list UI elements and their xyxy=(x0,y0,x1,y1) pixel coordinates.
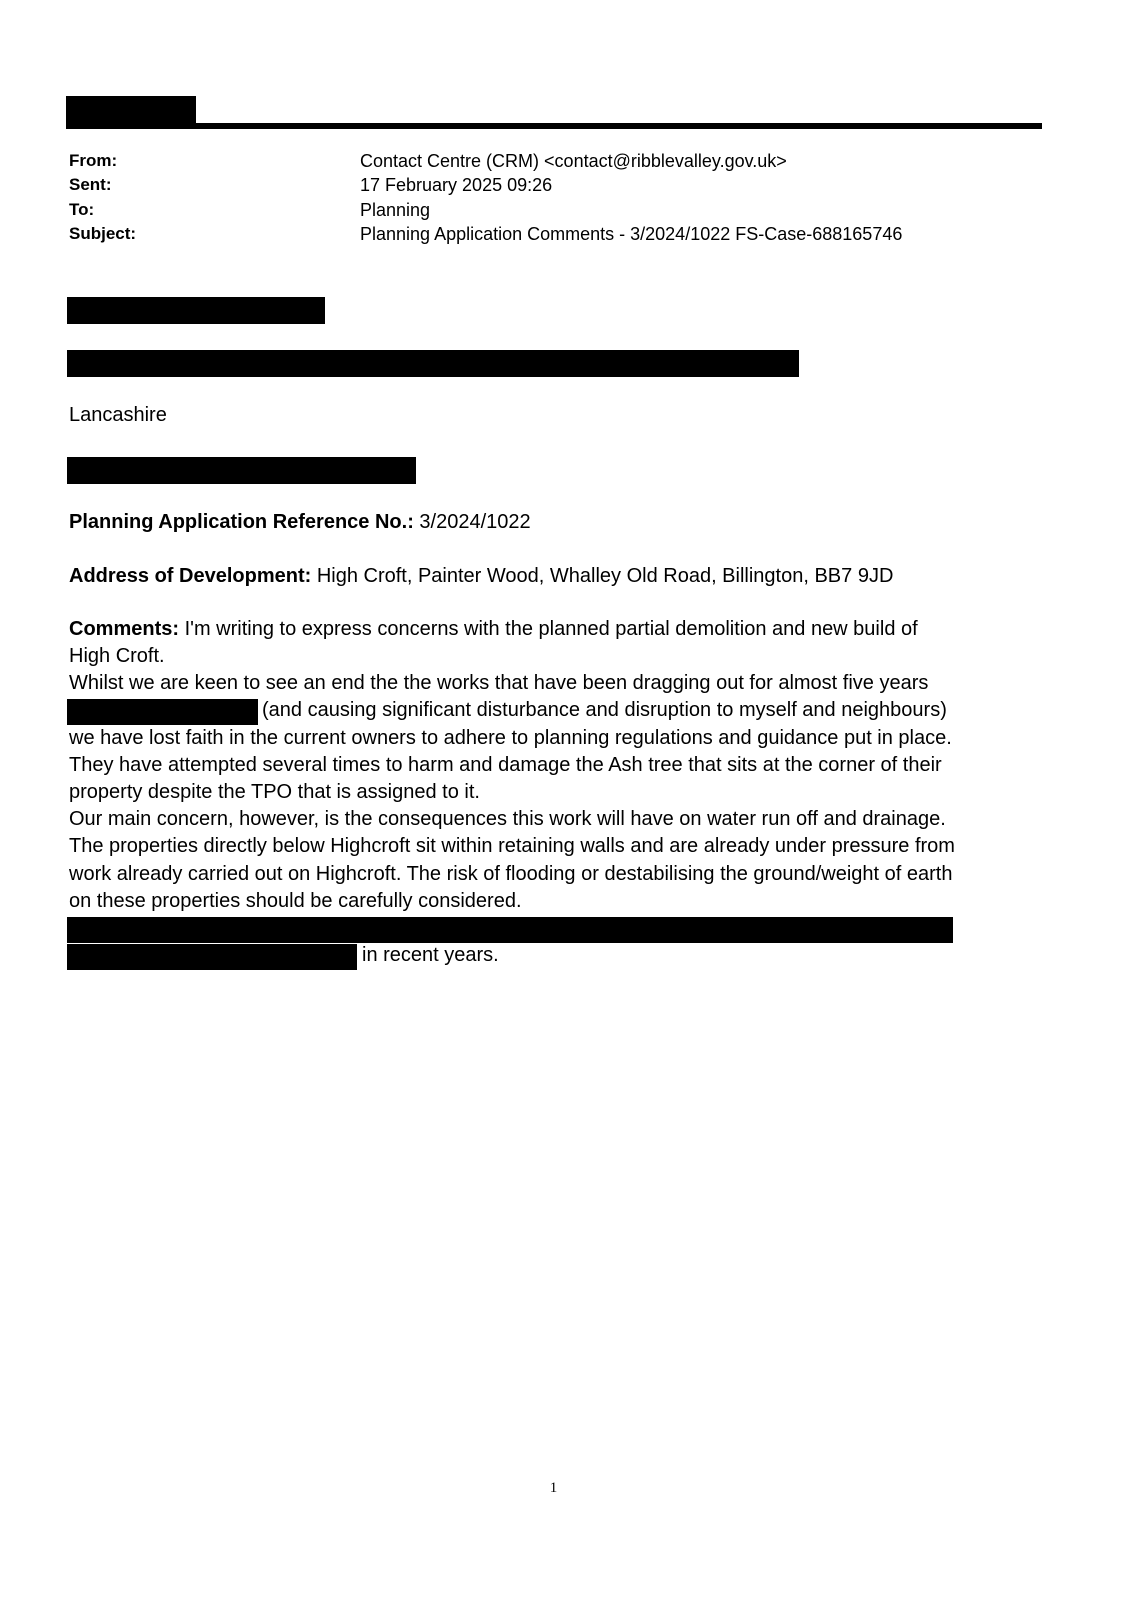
header-rule xyxy=(66,123,1042,129)
comments-label: Comments: xyxy=(69,618,180,640)
development-line xyxy=(69,563,893,589)
comments-line-8: Our main concern, however, is the consequences this work will have on water run off and drainage. xyxy=(69,808,946,830)
comments-line-7: property despite the TPO that is assigned to it. xyxy=(69,781,480,803)
comments-line-13: in recent years. xyxy=(362,944,499,966)
from-value: Contact Centre (CRM) <contact@ribblevalley.gov.uk> xyxy=(360,151,787,171)
to-value: Planning xyxy=(360,200,431,220)
comments-line-10: work already carried out on Highcroft. The risk of flooding or destabilising the ground/weight of earth xyxy=(69,863,953,885)
subject-label: Subject: xyxy=(69,224,137,243)
reference-line xyxy=(69,509,531,535)
comments-line-11: on these properties should be carefully considered. xyxy=(69,890,522,912)
comments-line-4: (and causing significant disturbance and disruption to myself and neighbours) xyxy=(262,699,947,721)
comments-line-9: The properties directly below Highcroft sit within retaining walls and are already under pressure from xyxy=(69,835,955,857)
to-label: To: xyxy=(69,200,95,219)
redacted-comment-line xyxy=(67,917,953,943)
redacted-name xyxy=(67,297,325,324)
redacted-comment-fragment-2 xyxy=(67,944,357,970)
comments-line-6: They have attempted several times to harm and damage the Ash tree that sits at the corner of their xyxy=(69,754,942,776)
comments-line-2: High Croft. xyxy=(69,645,165,667)
header-redaction-block xyxy=(66,96,196,124)
reference-value: 3/2024/1022 xyxy=(413,511,531,533)
redacted-comment-fragment xyxy=(67,699,258,725)
comments-line-1: Comments: I'm writing to express concerns with the planned partial demolition and new build of xyxy=(69,618,918,640)
redacted-address-line xyxy=(67,350,799,377)
sent-value: 17 February 2025 09:26 xyxy=(360,175,553,195)
page-number: 1 xyxy=(549,1480,558,1496)
address-county: Lancashire xyxy=(69,404,167,426)
comments-line-5: we have lost faith in the current owners to adhere to planning regulations and guidance put in place. xyxy=(69,727,952,749)
sent-label: Sent: xyxy=(69,175,112,194)
development-label: Address of Development: xyxy=(69,565,312,587)
reference-label: Planning Application Reference No.: xyxy=(69,511,414,533)
development-value: High Croft, Painter Wood, Whalley Old Road, Billington, BB7 9JD xyxy=(311,565,894,587)
redacted-postcode xyxy=(67,457,416,484)
comments-line-3: Whilst we are keen to see an end the the works that have been dragging out for almost five years xyxy=(69,672,929,694)
subject-value: Planning Application Comments - 3/2024/1022 FS-Case-688165746 xyxy=(360,224,903,244)
from-label: From: xyxy=(69,151,118,170)
